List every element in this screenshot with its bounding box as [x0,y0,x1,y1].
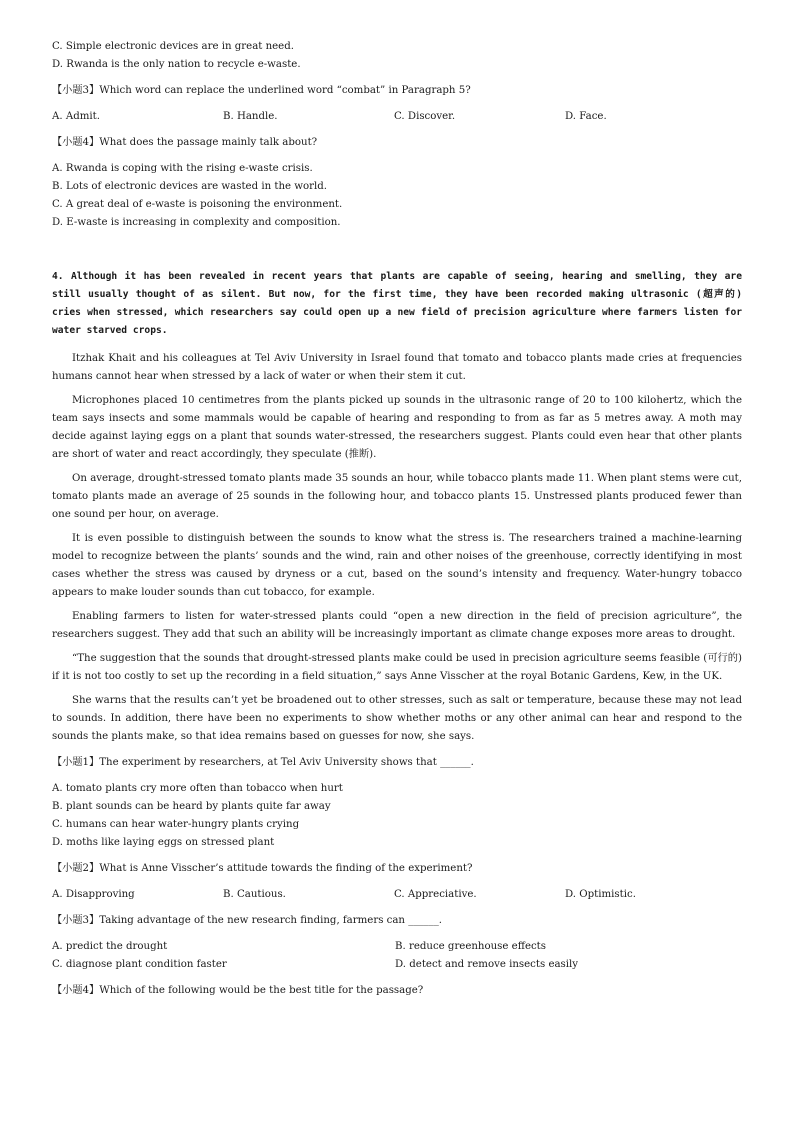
option-b: B. reduce greenhouse effects [395,941,547,952]
exam-page [52,38,742,1008]
option-d: D. Optimistic. [565,889,636,900]
question-3-options [52,108,742,126]
option-d: D. E-waste is increasing in complexity and composition. [52,217,341,228]
passage-paragraph: She warns that the results can’t yet be broadened out to other stresses, such as salt or temperature, because these may not lead to sounds. In addition, there have been no experiments to show whether moths or any other animal can hear and respond to the sounds the plants make, so that idea remains based on guesses for now, she says. [52,695,742,742]
passage-intro: 4. Although it has been revealed in recent years that plants are capable of seeing, hearing and smelling, they are still usually thought of as silent. But now, for the first time, they have been recorded making ultrasonic (超声的) cries when stressed, which researchers say could open up a new field of precision agriculture where farmers listen for water starved crops. [52,271,742,336]
option-c: C. Discover. [394,111,456,122]
option-c: C. Appreciative. [394,889,477,900]
option-c: C. diagnose plant condition faster [52,959,227,970]
question-3-stem: 【小题3】Taking advantage of the new research finding, farmers can ______. [52,915,443,926]
option-c: C. A great deal of e-waste is poisoning the environment. [52,199,343,210]
question-3-stem: 【小题3】Which word can replace the underlined word “combat” in Paragraph 5? [52,85,471,96]
option-a: A. tomato plants cry more often than tobacco when hurt [52,783,343,794]
passage-paragraph: Microphones placed 10 centimetres from the plants picked up sounds in the ultrasonic range of 20 to 100 kilohertz, which the team says insects and some mammals would be capable of hearing and responding to from as far as 5 metres away. A moth may decide against laying eggs on a plant that sounds water-stressed, the researchers suggest. Plants could even hear that other plants are short of water and react accordingly, they speculate (推断). [52,395,742,460]
question-4-stem: 【小题4】Which of the following would be the best title for the passage? [52,985,424,996]
passage-paragraph: Enabling farmers to listen for water-stressed plants could “open a new direction in the field of precision agriculture”, the researchers suggest. They add that such an ability will be increasingly important as climate change exposes more areas to drought. [52,611,742,640]
option-c: C. humans can hear water-hungry plants crying [52,819,300,830]
passage-paragraph: “The suggestion that the sounds that drought-stressed plants make could be used in precision agriculture seems feasible (可行的) if it is not too costly to set up the recording in a field situation,” says Anne Visscher at the royal Botanic Gardens, Kew, in the UK. [52,653,742,682]
question-4-stem: 【小题4】What does the passage mainly talk about? [52,137,318,148]
passage-paragraph: Itzhak Khait and his colleagues at Tel Aviv University in Israel found that tomato and tobacco plants made cries at frequencies humans cannot hear when stressed by a lack of water or when their stem it cut. [52,353,742,382]
option-a: A. predict the drought [52,941,168,952]
option-c: C. Simple electronic devices are in great need. [52,41,294,52]
option-a: A. Rwanda is coping with the rising e-waste crisis. [52,163,313,174]
option-b: B. Lots of electronic devices are wasted in the world. [52,181,328,192]
passage-paragraph: On average, drought-stressed tomato plants made 35 sounds an hour, while tobacco plants made 11. When plant stems were cut, tomato plants made an average of 25 sounds in the following hour, and tobacco plants 15. Unstressed plants produced fewer than one sound per hour, on average. [52,473,742,520]
option-d: D. Face. [565,111,607,122]
question-3-options [52,938,742,974]
option-d: D. moths like laying eggs on stressed plant [52,837,275,848]
question-2-options [52,886,742,904]
question-1-stem: 【小题1】The experiment by researchers, at Tel Aviv University shows that ______. [52,757,474,768]
option-a: A. Disapproving [52,889,135,900]
option-a: A. Admit. [52,111,100,122]
option-b: B. plant sounds can be heard by plants quite far away [52,801,331,812]
option-b: B. Handle. [223,111,278,122]
question-2-stem: 【小题2】What is Anne Visscher’s attitude towards the finding of the experiment? [52,863,473,874]
option-d: D. Rwanda is the only nation to recycle e-waste. [52,59,301,70]
option-b: B. Cautious. [223,889,286,900]
option-d: D. detect and remove insects easily [395,959,579,970]
passage-paragraph: It is even possible to distinguish between the sounds to know what the stress is. The researchers trained a machine-learning model to recognize between the plants’ sounds and the wind, rain and other noises of the greenhouse, correctly identifying in most cases whether the stress was caused by dryness or a cut, based on the sound’s intensity and frequency. Water-hungry tobacco appears to make louder sounds than cut tobacco, for example. [52,533,742,598]
